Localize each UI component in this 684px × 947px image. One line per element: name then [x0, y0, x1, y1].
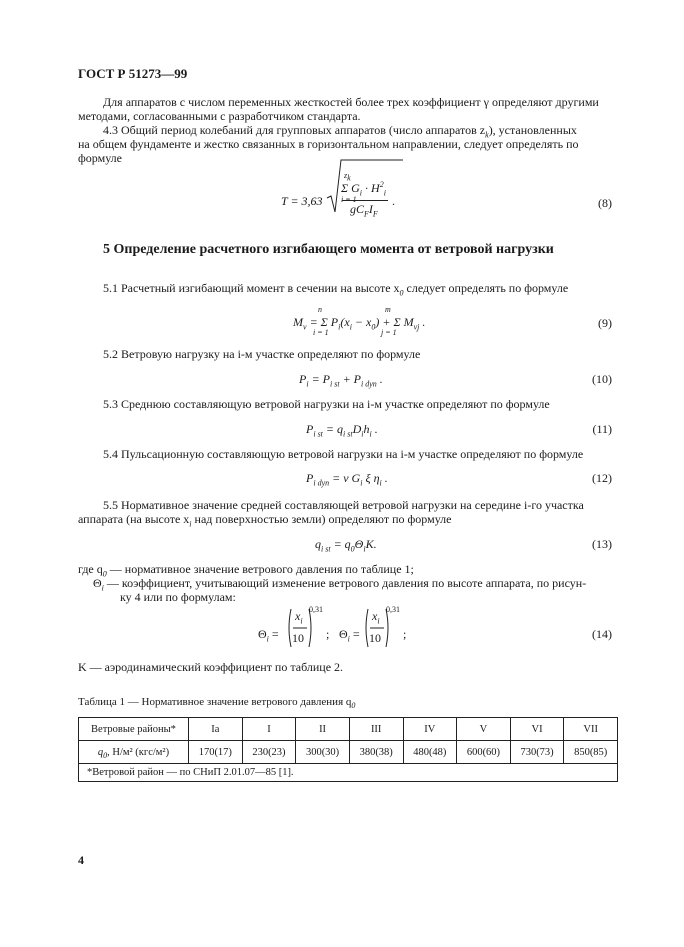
table-header-cell: VI [510, 718, 564, 741]
p43-line-3: формуле [78, 151, 122, 165]
formula-14-den-2: 10 [369, 631, 381, 645]
table-header-cell: II [296, 718, 350, 741]
table-cell: 730(73) [510, 741, 564, 764]
formula-13-body: $q_{i st} = q_0\Theta_iK$. [315, 537, 377, 554]
table-cell: 170(17) [189, 741, 243, 764]
table-cell: 480(48) [403, 741, 457, 764]
formula-9-bottom-2: j = 1 [381, 328, 397, 337]
formula-10-number: (10) [592, 372, 612, 386]
p52: 5.2 Ветровую нагрузку на i-м участке определяют по формуле [103, 347, 421, 361]
table-cell: 380(38) [349, 741, 403, 764]
table-header-cell: IV [403, 718, 457, 741]
table-cell: 600(60) [457, 741, 511, 764]
table-note: *Ветровой район — по СНиП 2.01.07—85 [1]. [79, 764, 618, 782]
table-header-cell: Ia [189, 718, 243, 741]
table-1-caption: Таблица 1 — Нормативное значение ветрового давления $q_0$ [78, 696, 356, 711]
formula-12-body: $P_{i dyn} = \nu$ $G_i$ ξ $\eta_i$ . [306, 471, 388, 488]
formula-9-bottom-1: i = 1 [313, 328, 329, 337]
table-header-cell: V [457, 718, 511, 741]
p53: 5.3 Среднюю составляющую ветровой нагрузки на i-м участке определяют по формуле [103, 397, 550, 411]
p55-line-1: 5.5 Нормативное значение средней составляющей ветровой нагрузки на середине i-го участка [103, 498, 584, 512]
formula-14-num-2: $x_i$ [372, 609, 380, 626]
formula-14-semi-2: ; [403, 627, 407, 641]
section-5-title: 5 Определение расчетного изгибающего момента от ветровой нагрузки [103, 242, 554, 257]
formula-9-body: $M_v = \Sigma$ $P_i(x_i - x_0) + \Sigma$ $M_{vj}$ . [293, 315, 426, 332]
formula-14-lhs-2: $\Theta_i$ = [339, 627, 360, 644]
p43-line-2: на общем фундаменте и жестко связанных в горизонтальном направлении, следует определять по [78, 137, 579, 151]
formula-14-den-1: 10 [292, 631, 304, 645]
formula-9-number: (9) [598, 316, 612, 330]
p43-line-1: 4.3 Общий период колебаний для групповых аппаратов (число аппаратов $z_k$), установленных [103, 123, 577, 140]
table-note-row [79, 764, 618, 782]
table-header-cell: III [349, 718, 403, 741]
p55-line-2: аппарата (на высоте $x_i$ над поверхностью земли) определяют по формуле [78, 512, 452, 529]
table-cell: 300(30) [296, 741, 350, 764]
intro-line-1: Для аппаратов с числом переменных жесткостей более трех коэффициент γ определяют другими [103, 95, 599, 109]
table-cell: 230(23) [242, 741, 296, 764]
formula-11-number: (11) [592, 422, 612, 436]
formula-14-exp-2: 0,31 [386, 605, 400, 614]
where-q0: где $q_0$ — нормативное значение ветрового давления по таблице 1; [78, 562, 414, 579]
formula-14-semi-1: ; [326, 627, 330, 641]
formula-14-num-1: $x_i$ [295, 609, 303, 626]
formula-14-number: (14) [592, 627, 612, 641]
formula-14-exp-1: 0,31 [309, 605, 323, 614]
table-header-cell: I [242, 718, 296, 741]
p51: 5.1 Расчетный изгибающий момент в сечении на высоте $x_0$ следует определять по формуле [103, 281, 569, 298]
where-theta-1: $\Theta_i$ — коэффициент, учитывающий изменение ветрового давления по высоте аппарата, по рисун- [93, 576, 587, 593]
table-row [79, 741, 618, 764]
formula-12-number: (12) [592, 471, 612, 485]
formula-8-denominator: $gC_FI_F$ [350, 202, 378, 219]
where-theta-2: ку 4 или по формулам: [120, 590, 236, 604]
formula-14-lhs-1: $\Theta_i$ = [258, 627, 279, 644]
formula-8-fraction-bar [342, 200, 388, 201]
page-number: 4 [78, 853, 84, 867]
formula-9-top-1: n [318, 305, 322, 314]
document-header: ГОСТ Р 51273—99 [78, 66, 188, 81]
table-cell: 850(85) [564, 741, 618, 764]
formula-13-number: (13) [592, 537, 612, 551]
k-definition: K — аэродинамический коэффициент по таблице 2. [78, 660, 344, 674]
formula-8-number: (8) [598, 196, 612, 210]
formula-11-body: $P_{i st} = q_{i st}D_ih_i$ . [306, 422, 378, 439]
p54: 5.4 Пульсационную составляющую ветровой нагрузки на i-м участке определяют по формуле [103, 447, 584, 461]
formula-10-body: $P_i = P_{i st} + P_{i dyn}$ . [299, 372, 383, 389]
formula-8-end: . [392, 194, 395, 208]
formula-8-numerator: Σ $G_i \cdot H^2_i$ [341, 180, 386, 198]
table-row-label: $q_0$, Н/м² (кгс/м²) [79, 741, 189, 764]
formula-8-sum-top: $z_k$ [344, 171, 351, 183]
table-1 [78, 717, 618, 782]
table-header-cell: Ветровые районы* [79, 718, 189, 741]
formula-8-lhs: T = 3,63 [281, 194, 323, 208]
table-header-cell: VII [564, 718, 618, 741]
intro-line-2: методами, согласованными с разработчиком стандарта. [78, 109, 361, 123]
table-header-row [79, 718, 618, 741]
formula-8-sum-bottom: i = 1 [341, 195, 357, 204]
formula-9-top-2: m [385, 305, 391, 314]
